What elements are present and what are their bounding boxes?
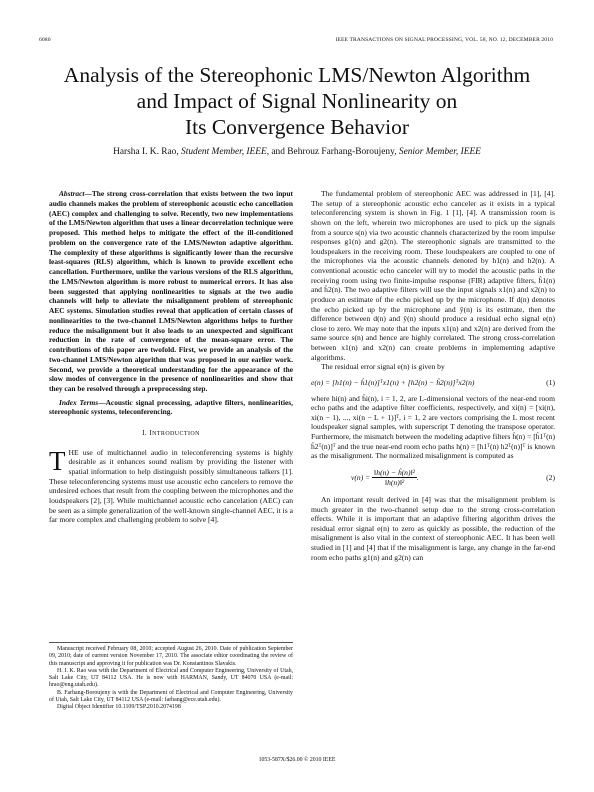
copyright-footer: 1053-587X/$26.00 © 2010 IEEE bbox=[258, 757, 336, 763]
author-role: Student Member, IEEE, bbox=[181, 147, 270, 157]
author-name: Harsha I. K. Rao, bbox=[113, 147, 179, 157]
author-name: Behrouz Farhang-Boroujeny, bbox=[287, 147, 397, 157]
footnotes bbox=[49, 642, 293, 711]
section-heading bbox=[49, 429, 293, 440]
paper-title bbox=[30, 62, 564, 140]
author-conjunction: and bbox=[271, 147, 285, 157]
abstract-lead: Abstract bbox=[59, 189, 85, 198]
equation-number: (1) bbox=[546, 377, 555, 387]
author-line bbox=[30, 147, 564, 157]
intro-paragraph bbox=[49, 445, 293, 525]
equation-1 bbox=[311, 378, 555, 388]
title-line: and Impact of Signal Nonlinearity on bbox=[136, 89, 458, 113]
footnote: Manuscript received February 08, 2010; accepted August 26, 2010. Date of publication September 09, 2010; date of current version November 17, 2010. The associate editor coordinating the review of this manuscript and approving it for publication was Dr. Konstantinos Slavakis. bbox=[49, 646, 293, 667]
abstract bbox=[49, 189, 293, 394]
right-column bbox=[311, 189, 555, 562]
index-terms bbox=[49, 398, 293, 417]
page-number: 6080 bbox=[39, 37, 51, 43]
footnote: H. I. K. Rao was with the Department of Electrical and Computer Engineering, University of Utah, Salt Lake City, UT 84112 USA. He is now with HARMAN, Sandy, UT 84070 USA (e-mail: hrao@eng.utah.edu). bbox=[49, 667, 293, 689]
body-paragraph: where hi(n) and ĥi(n), i = 1, 2, are L-dimensional vectors of the near-end room echo paths and the adaptive filter coefficients, respectively, and xi(n) = [xi(n), xi(n − 1), ..., xi(n − L + 1)]ᵀ, i = 1, 2 are vectors comprising the L most recent loudspeaker signal samples, with superscript T denoting the transpose operator. Furthermore, the mismatch between the modeling adaptive filters ĥ(n) = [ĥ1ᵀ(n) ĥ2ᵀ(n)]ᵀ and the true near-end room echo paths h(n) = [h1ᵀ(n) h2ᵀ(n)]ᵀ is known as the misalignment. The normalized misalignment is computed as bbox=[311, 393, 555, 461]
abstract-text: —The strong cross-correlation that exists between the two input audio channels makes the problem of stereophonic acoustic echo cancellation (AEC) complex and challenging to solve. Recently, two new implementations of the LMS/Newton algorithm that uses a linear decorrelation technique were proposed. This method helps to mitigate the effect of the ill-conditioned problem on the convergence rate of the LMS/Newton adaptive algorithm. The complexity of these algorithms is significantly lower than the recursive least-squares (RLS) algorithm, which is known to provide excellent echo cancellation. Furthermore, unlike the various versions of the RLS algorithm, the LMS/Newton algorithm is more robust to numerical errors. It has also been suggested that applying nonlinearities to signals at the two audio channels will help to alleviate the misalignment problem of stereophonic AEC systems. Simulation studies reveal that application of certain classes of nonlinearities to the two-channel LMS/Newton algorithms helps to further reduce the misalignment but it also leads to an unexpected and significant reduction in the rate of convergence of the mean-square error. The contributions of this paper are twofold. First, we provide an analysis of the two-channel LMS/Newton algorithm that was proposed in our earlier work. Second, we provide a theoretical understanding for the appearance of the slow modes of convergence in the presence of nonlinearities and show that they can be resolved through a preprocessing step. bbox=[49, 189, 293, 393]
fraction-numerator: ‖h(n) − ĥ(n)‖² bbox=[374, 467, 415, 477]
section-numeral: I. bbox=[142, 429, 148, 438]
journal-header: IEEE TRANSACTIONS ON SIGNAL PROCESSING, VOL. 58, NO. 12, DECEMBER 2010 bbox=[335, 37, 553, 43]
equation-lhs: ν(n) = bbox=[351, 472, 371, 482]
left-column bbox=[49, 189, 293, 525]
footnote: B. Farhang-Boroujeny is with the Department of Electrical and Computer Engineering, University of Utah, Salt Lake City, UT 84112 USA (e-mail: farhang@ece.utah.edu). bbox=[49, 689, 293, 703]
equation-body bbox=[351, 468, 419, 488]
intro-text: HE use of multichannel audio in teleconferencing systems is highly desirable as it enhances sound realism by providing the listener with spatial information to help distinguish possibly simultaneous talkers [1]. These teleconferencing systems must use acoustic echo cancelers to remove the undesired echoes that result from the coupling between the microphones and the loudspeakers [2], [3]. While multichannel acoustic echo cancelation (AEC) can be seen as a simple generalization of the well-known single-channel AEC, it is a far more complex and challenging problem to solve [4]. bbox=[49, 447, 293, 525]
fraction-denominator: ‖h(n)‖² bbox=[384, 478, 405, 488]
equation-number: (2) bbox=[546, 473, 555, 483]
body-paragraph: The residual error signal e(n) is given by bbox=[321, 362, 445, 372]
title-line: Analysis of the Stereophonic LMS/Newton Algorithm bbox=[63, 63, 531, 87]
index-terms-lead: Index Terms bbox=[59, 397, 99, 407]
equation-body: e(n) = [h1(n) − ĥ1(n)]ᵀx1(n) + [h2(n) − ĥ2(n)]ᵀx2(n) bbox=[311, 377, 475, 387]
author-role: Senior Member, IEEE bbox=[398, 147, 481, 157]
title-line: Its Convergence Behavior bbox=[184, 115, 410, 139]
footnote-doi: Digital Object Identifier 10.1109/TSP.2010.2074198 bbox=[57, 704, 181, 710]
equation-tail: . bbox=[416, 472, 419, 482]
body-paragraph: An important result derived in [4] was that the misalignment problem is much greater in the two-channel setup due to the strong cross-correlation effects. While it is important that an adaptive filtering algorithm drives the residual error signal e(n) to zero as quickly as possible, the reduction of the misalignment is also vital in the context of stereophonic AEC. It has been well studied in [1] and [4] that if the misalignment is large, any change in the far-end room echo paths g1(n) and g2(n) can bbox=[311, 494, 555, 562]
section-title: NTRODUCTION bbox=[152, 431, 200, 438]
equation-fraction bbox=[372, 468, 417, 488]
section-initial: I bbox=[149, 429, 153, 438]
index-terms-text: —Acoustic signal processing, adaptive filters, nonlinearities, stereophonic systems, teleconferencing. bbox=[49, 397, 294, 417]
drop-cap: T bbox=[49, 445, 66, 476]
body-paragraph: The fundamental problem of stereophonic AEC was addressed in [1], [4]. The setup of a stereophonic acoustic echo canceler as it exists in a typical teleconferencing system is shown in Fig. 1 [1], [4]. A transmission room is shown on the left, wherein two microphones are used to pick up the signals from a source s(n) via two acoustic channels characterized by the room impulse responses g1(n) and g2(n). The stereophonic signals are transmitted to the loudspeakers in the receiving room. These loudspeakers are coupled to one of the microphones via the acoustic channels denoted by h1(n) and h2(n). A conventional acoustic echo canceler will try to model the acoustic paths in the receiving room using two finite-impulse response (FIR) adaptive filters, ĥ1(n) and ĥ2(n). The two adaptive filters will use the input signals x1(n) and x2(n) to produce an estimate of the echo picked up by the microphone. If d(n) denotes the echo picked up by the microphone and ŷ(n) is its estimate, then the difference between d(n) and ŷ(n) should produce a residual echo signal e(n) close to zero. We may note that the inputs x1(n) and x2(n) are derived from the same source s(n) and hence are highly correlated. The strong cross-correlation between x1(n) and x2(n) can create problems in implementing adaptive algorithms. bbox=[311, 189, 555, 362]
equation-2 bbox=[311, 467, 555, 489]
